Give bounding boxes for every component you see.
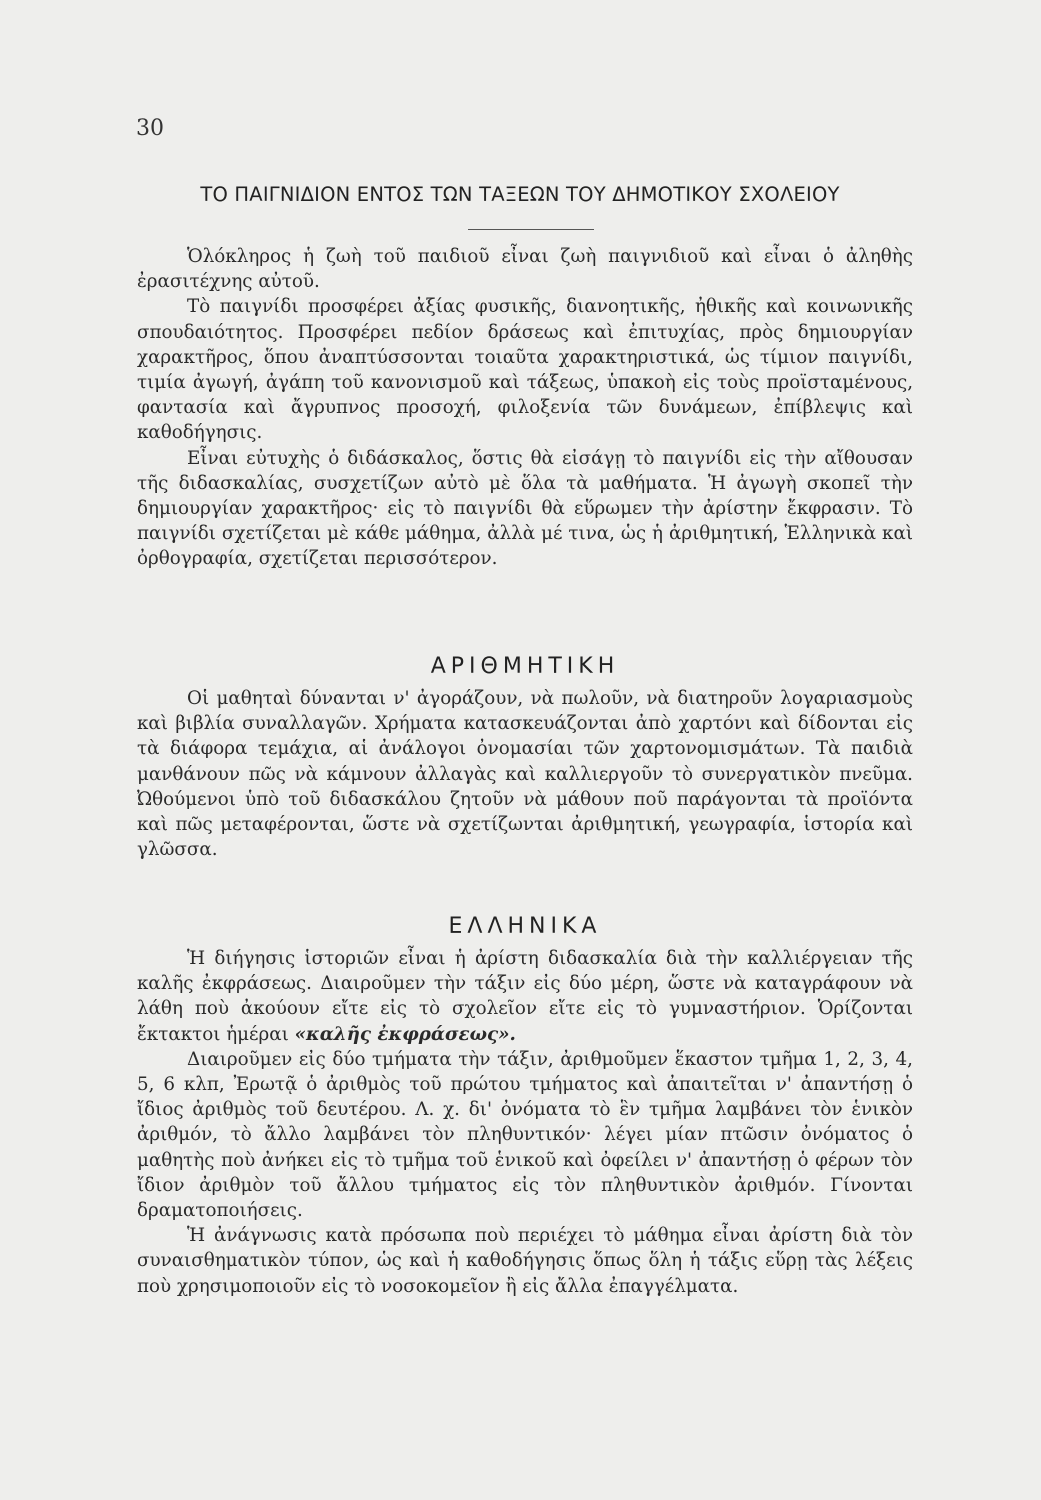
page-number: 30 [136,116,164,141]
title-divider [468,229,594,230]
greek-section [137,946,913,1299]
arithmetic-heading: ΑΡΙΘΜΗΤΙΚΗ [430,654,620,679]
intro-section [137,244,913,572]
arithmetic-section [137,686,913,862]
greek-paragraph-1-emphasis: «καλῆς ἐκφράσεως». [294,1023,516,1045]
greek-paragraph-1-text: Ἡ διήγησις ἱστοριῶν εἶναι ἡ ἀρίστη διδασκαλία διὰ τὴν καλλιέργειαν τῆς καλῆς ἐκφράσεως. Διαιροῦμεν τὴν τάξιν εἰς δύο μέρη, ὥστε νὰ καταγράφουν νὰ λάθη ποὺ ἀκούουν εἴτε εἰς τὸ σχολεῖον εἴτε εἰς τὸ γυμναστήριον. Ὁρίζονται ἔκτακτοι ἡμέραι [137,948,913,1045]
intro-paragraph-2: Τὸ παιγνίδι προσφέρει ἀξίας φυσικῆς, διανοητικῆς, ἠθικῆς καὶ κοινωνικῆς σπουδαιότητος. Προσφέρει πεδίον δράσεως καὶ ἐπιτυχίας, πρὸς δημιουργίαν χαρακτῆρος, ὅπου ἀναπτύσσονται τοιαῦτα χαρακτηριστικά, ὡς τίμιον παιγνίδι, τιμία ἀγωγή, ἀγάπη τοῦ κανονισμοῦ καὶ τάξεως, ὑπακοὴ εἰς τοὺς προϊσταμένους, φαντασία καὶ ἄγρυπνος προσοχή, φιλοξενία τῶν δυνάμεων, ἐπίβλεψις καὶ καθοδήγησις. [137,296,913,444]
intro-paragraph-3: Εἶναι εὐτυχὴς ὁ διδάσκαλος, ὅστις θὰ εἰσάγῃ τὸ παιγνίδι εἰς τὴν αἴθουσαν τῆς διδασκαλίας, συσχετίζων αὐτὸ μὲ ὅλα τὰ μαθήματα. Ἡ ἀγωγὴ σκοπεῖ τὴν δημιουργίαν χαρακτῆρος· εἰς τὸ παιγνίδι θὰ εὕρωμεν τὴν ἀρίστην ἔκφρασιν. Τὸ παιγνίδι σχετίζεται μὲ κάθε μάθημα, ἀλλὰ μέ τινα, ὡς ἡ ἀριθμητική, Ἑλληνικὰ καὶ ὀρθογραφία, σχετίζεται περισσότερον. [137,447,913,570]
intro-paragraph-1: Ὁλόκληρος ἡ ζωὴ τοῦ παιδιοῦ εἶναι ζωὴ παιγνιδιοῦ καὶ εἶναι ὁ ἀληθὴς ἐρασιτέχνης αὐτοῦ. [137,246,913,293]
greek-paragraph-2: Διαιροῦμεν εἰς δύο τμήματα τὴν τάξιν, ἀριθμοῦμεν ἕκαστον τμῆμα 1, 2, 3, 4, 5, 6 κλπ, Ἐρωτᾷ ὁ ἀριθμὸς τοῦ πρώτου τμήματος καὶ ἀπαιτεῖται ν' ἀπαντήσῃ ὁ ἴδιος ἀριθμὸς τοῦ δευτέρου. Λ. χ. δι' ὀνόματα τὸ ἓν τμῆμα λαμβάνει τὸν ἑνικὸν ἀριθμόν, τὸ ἄλλο λαμβάνει τὸν πληθυντικόν· λέγει μίαν πτῶσιν ὀνόματος ὁ μαθητὴς ποὺ ἀνήκει εἰς τὸ τμῆμα τοῦ ἑνικοῦ καὶ ὀφείλει ν' ἀπαντήσῃ ὁ φέρων τὸν ἴδιον ἀριθμὸν τοῦ ἄλλου τμήματος εἰς τὸν πληθυντικὸν ἀριθμόν. Γίνονται δραματοποιήσεις. [137,1048,913,1222]
greek-paragraph-1 [137,946,913,1047]
chapter-title: ΤΟ ΠΑΙΓΝΙΔΙΟΝ ΕΝΤΟΣ ΤΩΝ ΤΑΞΕΩΝ ΤΟΥ ΔΗΜΟΤΙΚΟΥ ΣΧΟΛΕΙΟΥ [200,183,840,206]
arithmetic-paragraph-1: Οἱ μαθηταὶ δύνανται ν' ἀγοράζουν, νὰ πωλοῦν, νὰ διατηροῦν λογαριασμοὺς καὶ βιβλία συναλλαγῶν. Χρήματα κατασκευάζονται ἀπὸ χαρτόνι καὶ δίδονται εἰς τὰ διάφορα τεμάχια, αἱ ἀνάλογοι ὀνομασίαι τῶν χαρτονομισμάτων. Τὰ παιδιὰ μανθάνουν πῶς νὰ κάμνουν ἀλλαγὰς καὶ καλλιεργοῦν τὸ συνεργατικὸν πνεῦμα. Ὠθούμενοι ὑπὸ τοῦ διδασκάλου ζητοῦν νὰ μάθουν ποῦ παράγονται τὰ προϊόντα καὶ πῶς μεταφέρονται, ὥστε νὰ σχετίζωνται ἀριθμητική, γεωγραφία, ἱστορία καὶ γλῶσσα. [137,688,913,861]
greek-paragraph-3: Ἡ ἀνάγνωσις κατὰ πρόσωπα ποὺ περιέχει τὸ μάθημα εἶναι ἀρίστη διὰ τὸν συναισθηματικὸν τύπον, ὡς καὶ ἡ καθοδήγησις ὅπως ὅλη ἡ τάξις εὕρῃ τὰς λέξεις ποὺ χρησιμοποιοῦν εἰς τὸ νοσοκομεῖον ἢ εἰς ἄλλα ἐπαγγέλματα. [137,1225,913,1297]
greek-heading: ΕΛΛΗΝΙΚΑ [448,914,602,939]
